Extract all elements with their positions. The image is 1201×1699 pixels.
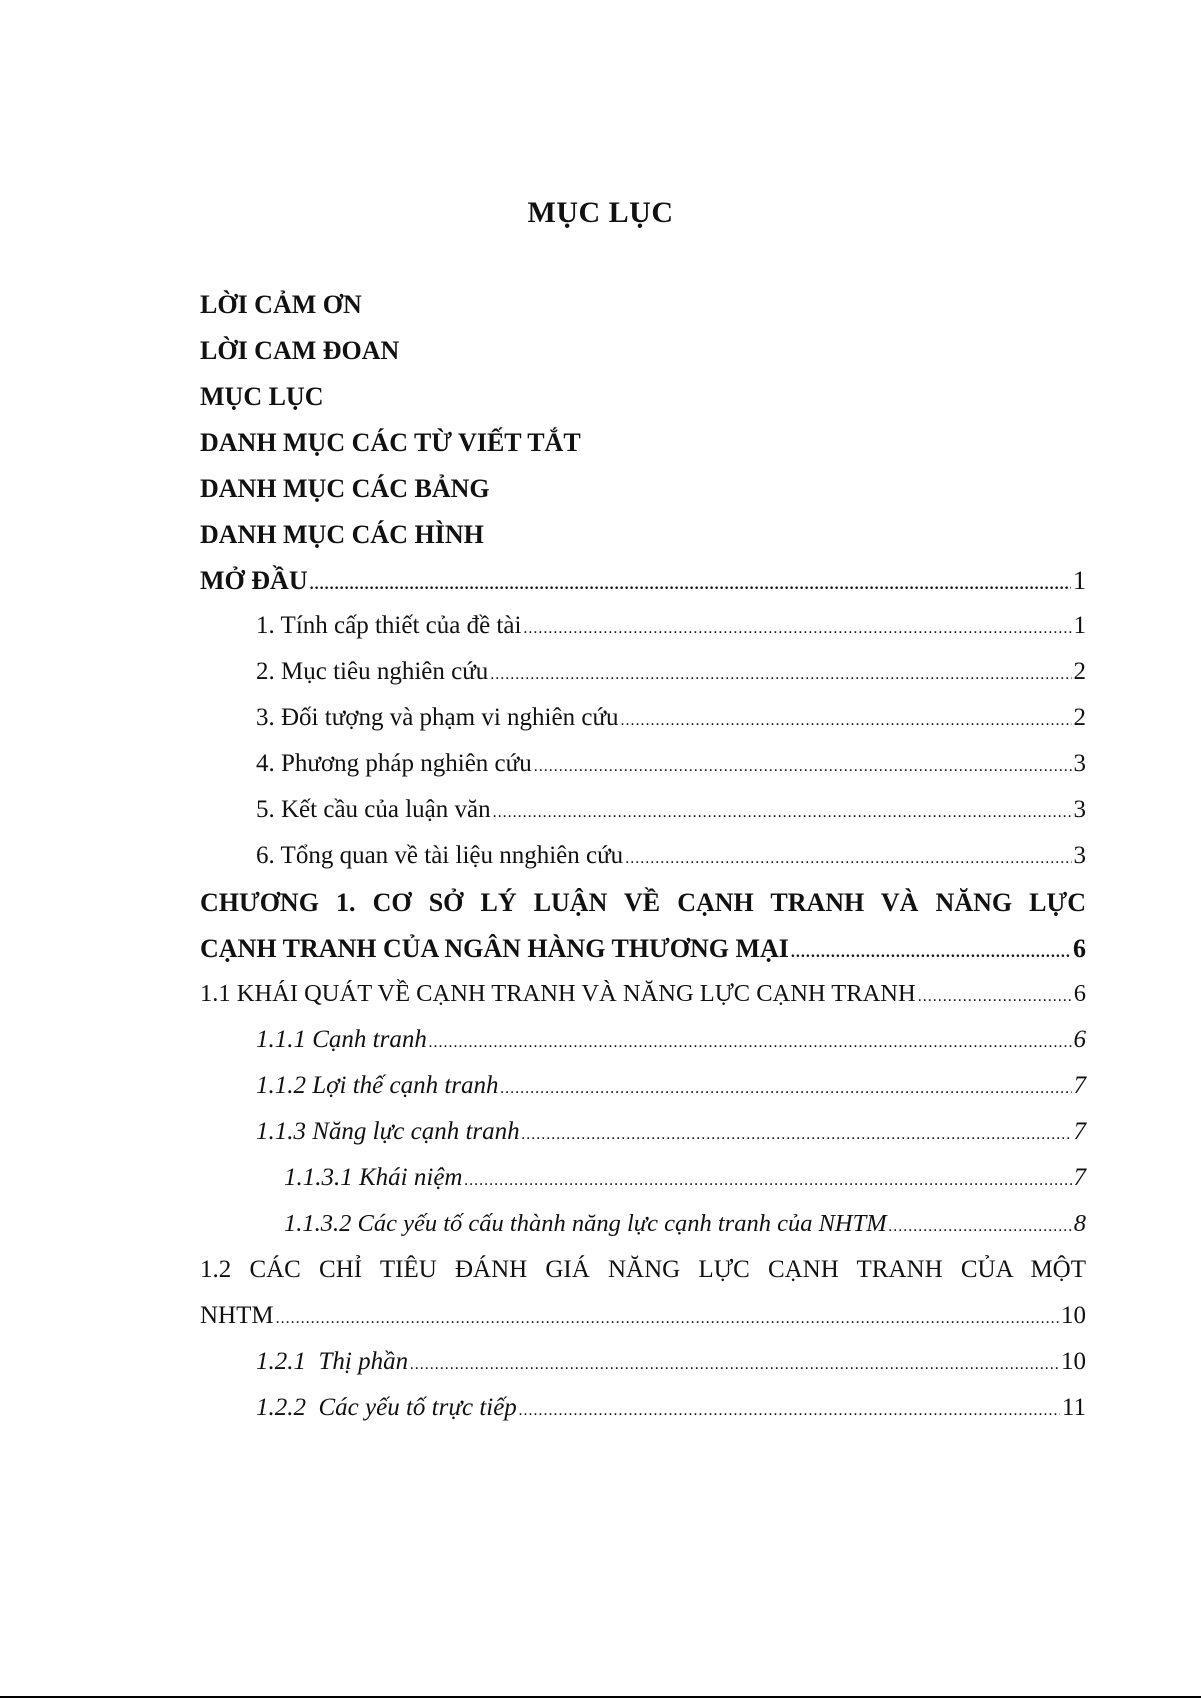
dot-leader xyxy=(310,576,1071,594)
toc-section-1-1-3[interactable] xyxy=(200,1118,1086,1146)
dot-leader xyxy=(522,1126,1072,1144)
toc-entry-text: CẠNH TRANH CỦA NGÂN HÀNG THƯƠNG MẠI xyxy=(200,934,789,963)
toc-heading-figures[interactable]: DANH MỤC CÁC HÌNH xyxy=(200,520,484,549)
toc-entry-text: MỞ ĐẦU xyxy=(200,566,308,595)
toc-page-number: 2 xyxy=(1073,658,1086,685)
toc-section-1-2-line-2[interactable] xyxy=(200,1302,1086,1330)
toc-entry-text: 1.1.3 Năng lực cạnh tranh xyxy=(256,1118,520,1145)
toc-entry-text: 1.1.1 Cạnh tranh xyxy=(256,1026,427,1053)
toc-section-1-2-1[interactable] xyxy=(200,1348,1086,1376)
toc-entry-introduction[interactable] xyxy=(200,566,1086,596)
toc-page-number: 6 xyxy=(1073,980,1086,1007)
toc-page-number: 3 xyxy=(1073,750,1086,777)
toc-page-number: 1 xyxy=(1073,612,1086,639)
toc-heading-contents[interactable]: MỤC LỤC xyxy=(200,382,324,411)
toc-entry-intro-1[interactable] xyxy=(200,612,1086,640)
toc-page-number: 1 xyxy=(1073,566,1086,595)
toc-entry-text: 1.2.1 Thị phần xyxy=(256,1348,409,1375)
toc-section-1-1-1[interactable] xyxy=(200,1026,1086,1054)
toc-page-number: 7 xyxy=(1073,1072,1086,1099)
toc-entry-intro-2[interactable] xyxy=(200,658,1086,686)
toc-chapter-1-line-2[interactable] xyxy=(200,934,1086,964)
dot-leader xyxy=(464,1172,1071,1190)
toc-entry-text: 1.1.2 Lợi thế cạnh tranh xyxy=(256,1072,499,1099)
toc-page-number: 2 xyxy=(1073,704,1086,731)
toc-entry-text: 1.1.3.1 Khái niệm xyxy=(284,1164,463,1191)
toc-page-number: 10 xyxy=(1061,1302,1086,1329)
toc-heading-tables[interactable]: DANH MỤC CÁC BẢNG xyxy=(200,474,490,503)
dot-leader xyxy=(501,1080,1072,1098)
toc-entry-text: 5. Kết cầu của luận văn xyxy=(256,796,491,823)
toc-section-1-1-2[interactable] xyxy=(200,1072,1086,1100)
dot-leader xyxy=(534,758,1072,776)
toc-entry-intro-3[interactable] xyxy=(200,704,1086,732)
toc-entry-text: 1.1.3.2 Các yếu tố cấu thành năng lực cạnh tranh của NHTM xyxy=(284,1210,887,1237)
toc-entry-text: 1.2.2 Các yếu tố trực tiếp xyxy=(256,1394,517,1421)
toc-entry-text: 3. Đối tượng và phạm vi nghiên cứu xyxy=(256,704,619,731)
page-bottom-border xyxy=(0,1696,1201,1698)
toc-entry-text: NHTM xyxy=(200,1302,274,1329)
toc-page-number: 7 xyxy=(1073,1118,1086,1145)
toc-section-1-2-2[interactable] xyxy=(200,1394,1086,1422)
dot-leader xyxy=(523,620,1071,638)
toc-entry-intro-6[interactable] xyxy=(200,842,1086,870)
dot-leader xyxy=(410,1356,1059,1374)
toc-page-number: 10 xyxy=(1061,1348,1086,1375)
toc-section-1-1-3-2[interactable] xyxy=(200,1210,1086,1238)
toc-page-number: 6 xyxy=(1073,1026,1086,1053)
toc-page-number: 3 xyxy=(1073,796,1086,823)
dot-leader xyxy=(625,850,1071,868)
dot-leader xyxy=(791,944,1071,962)
toc-section-1-2-line-1[interactable]: 1.2 CÁC CHỈ TIÊU ĐÁNH GIÁ NĂNG LỰC CẠNH TRANH CỦA MỘT xyxy=(200,1256,1086,1283)
dot-leader xyxy=(621,712,1072,730)
toc-entry-text: 6. Tổng quan về tài liệu nnghiên cứu xyxy=(256,842,624,869)
toc-page-number: 11 xyxy=(1061,1394,1086,1421)
dot-leader xyxy=(490,666,1071,684)
toc-entry-intro-4[interactable] xyxy=(200,750,1086,778)
toc-chapter-1-line-1[interactable]: CHƯƠNG 1. CƠ SỞ LÝ LUẬN VỀ CẠNH TRANH VÀ NĂNG LỰC xyxy=(200,888,1086,917)
toc-section-1-1[interactable] xyxy=(200,980,1086,1008)
toc-page-number: 3 xyxy=(1073,842,1086,869)
toc-heading-acknowledgements[interactable]: LỜI CẢM ƠN xyxy=(200,290,362,319)
toc-entry-intro-5[interactable] xyxy=(200,796,1086,824)
dot-leader xyxy=(276,1310,1059,1328)
dot-leader xyxy=(918,988,1072,1006)
toc-entry-text: 2. Mục tiêu nghiên cứu xyxy=(256,658,489,685)
dot-leader xyxy=(429,1034,1072,1052)
toc-entry-text: 4. Phương pháp nghiên cứu xyxy=(256,750,532,777)
dot-leader xyxy=(889,1218,1072,1236)
page-title: MỤC LỤC xyxy=(527,196,674,229)
toc-page-number: 8 xyxy=(1073,1210,1086,1237)
toc-entry-text: 1.1 KHÁI QUÁT VỀ CẠNH TRANH VÀ NĂNG LỰC CẠNH TRANH xyxy=(200,980,916,1007)
toc-heading-abbreviations[interactable]: DANH MỤC CÁC TỪ VIẾT TẮT xyxy=(200,428,581,457)
dot-leader xyxy=(493,804,1072,822)
toc-page-number: 7 xyxy=(1073,1164,1086,1191)
toc-page-number: 6 xyxy=(1073,934,1086,963)
toc-entry-text: 1. Tính cấp thiết của đề tài xyxy=(256,612,522,639)
dot-leader xyxy=(519,1402,1060,1420)
toc-section-1-1-3-1[interactable] xyxy=(200,1164,1086,1192)
toc-heading-declaration[interactable]: LỜI CAM ĐOAN xyxy=(200,336,400,365)
